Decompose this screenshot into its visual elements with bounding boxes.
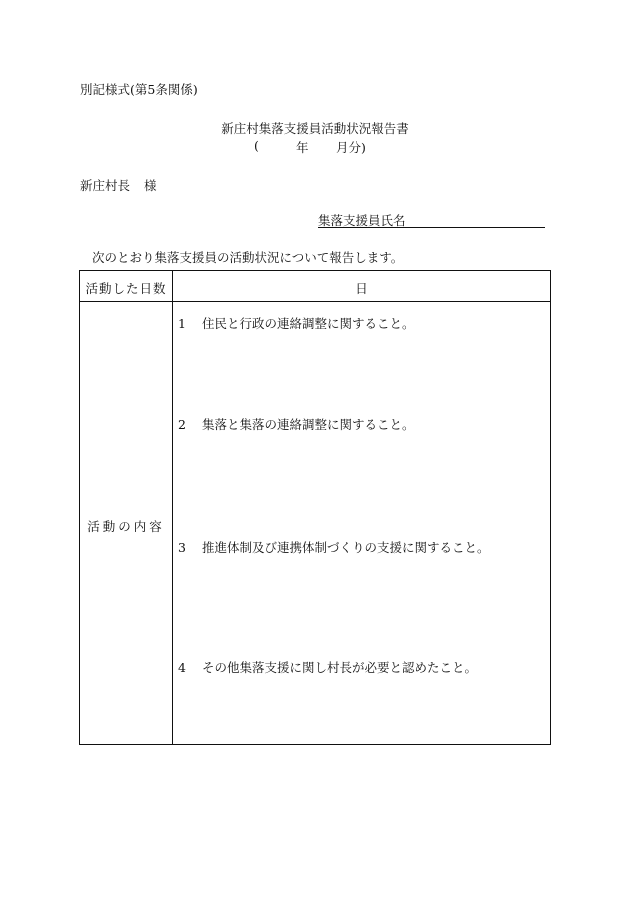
item-text: その他集落支援に関し村長が必要と認めたこと。 xyxy=(202,660,478,675)
content-label: 活動の内容 xyxy=(87,519,165,534)
item-number: 2 xyxy=(178,417,186,432)
activity-item xyxy=(178,658,477,676)
item-number: 4 xyxy=(178,660,186,675)
days-input-cell[interactable]: 日 xyxy=(355,281,368,296)
column-divider xyxy=(172,271,173,744)
form-label: 別記様式(第5条関係) xyxy=(80,82,198,97)
report-table xyxy=(79,270,551,745)
document-title: 新庄村集落支援員活動状況報告書 xyxy=(221,121,409,136)
days-label: 活動した日数 xyxy=(85,281,167,296)
intro-text: 次のとおり集落支援員の活動状況について報告します。 xyxy=(92,250,404,265)
period-open-paren: ( xyxy=(254,138,259,153)
period-year-label: 年 xyxy=(296,140,309,155)
activity-item xyxy=(178,314,415,332)
activity-item xyxy=(178,538,490,556)
period-month-label: 月分) xyxy=(336,140,366,155)
item-text: 集落と集落の連絡調整に関すること。 xyxy=(202,417,415,432)
signature-label: 集落支援員氏名 xyxy=(318,213,406,228)
addressee xyxy=(80,176,157,194)
item-number: 3 xyxy=(178,540,186,555)
signature-field[interactable] xyxy=(318,211,545,228)
item-text: 住民と行政の連絡調整に関すること。 xyxy=(202,316,415,331)
item-number: 1 xyxy=(178,316,186,331)
row-divider xyxy=(80,301,550,302)
addressee-name: 新庄村長 xyxy=(80,178,131,193)
addressee-honorific: 様 xyxy=(144,178,157,193)
activity-item xyxy=(178,415,415,433)
item-text: 推進体制及び連携体制づくりの支援に関すること。 xyxy=(202,540,490,555)
